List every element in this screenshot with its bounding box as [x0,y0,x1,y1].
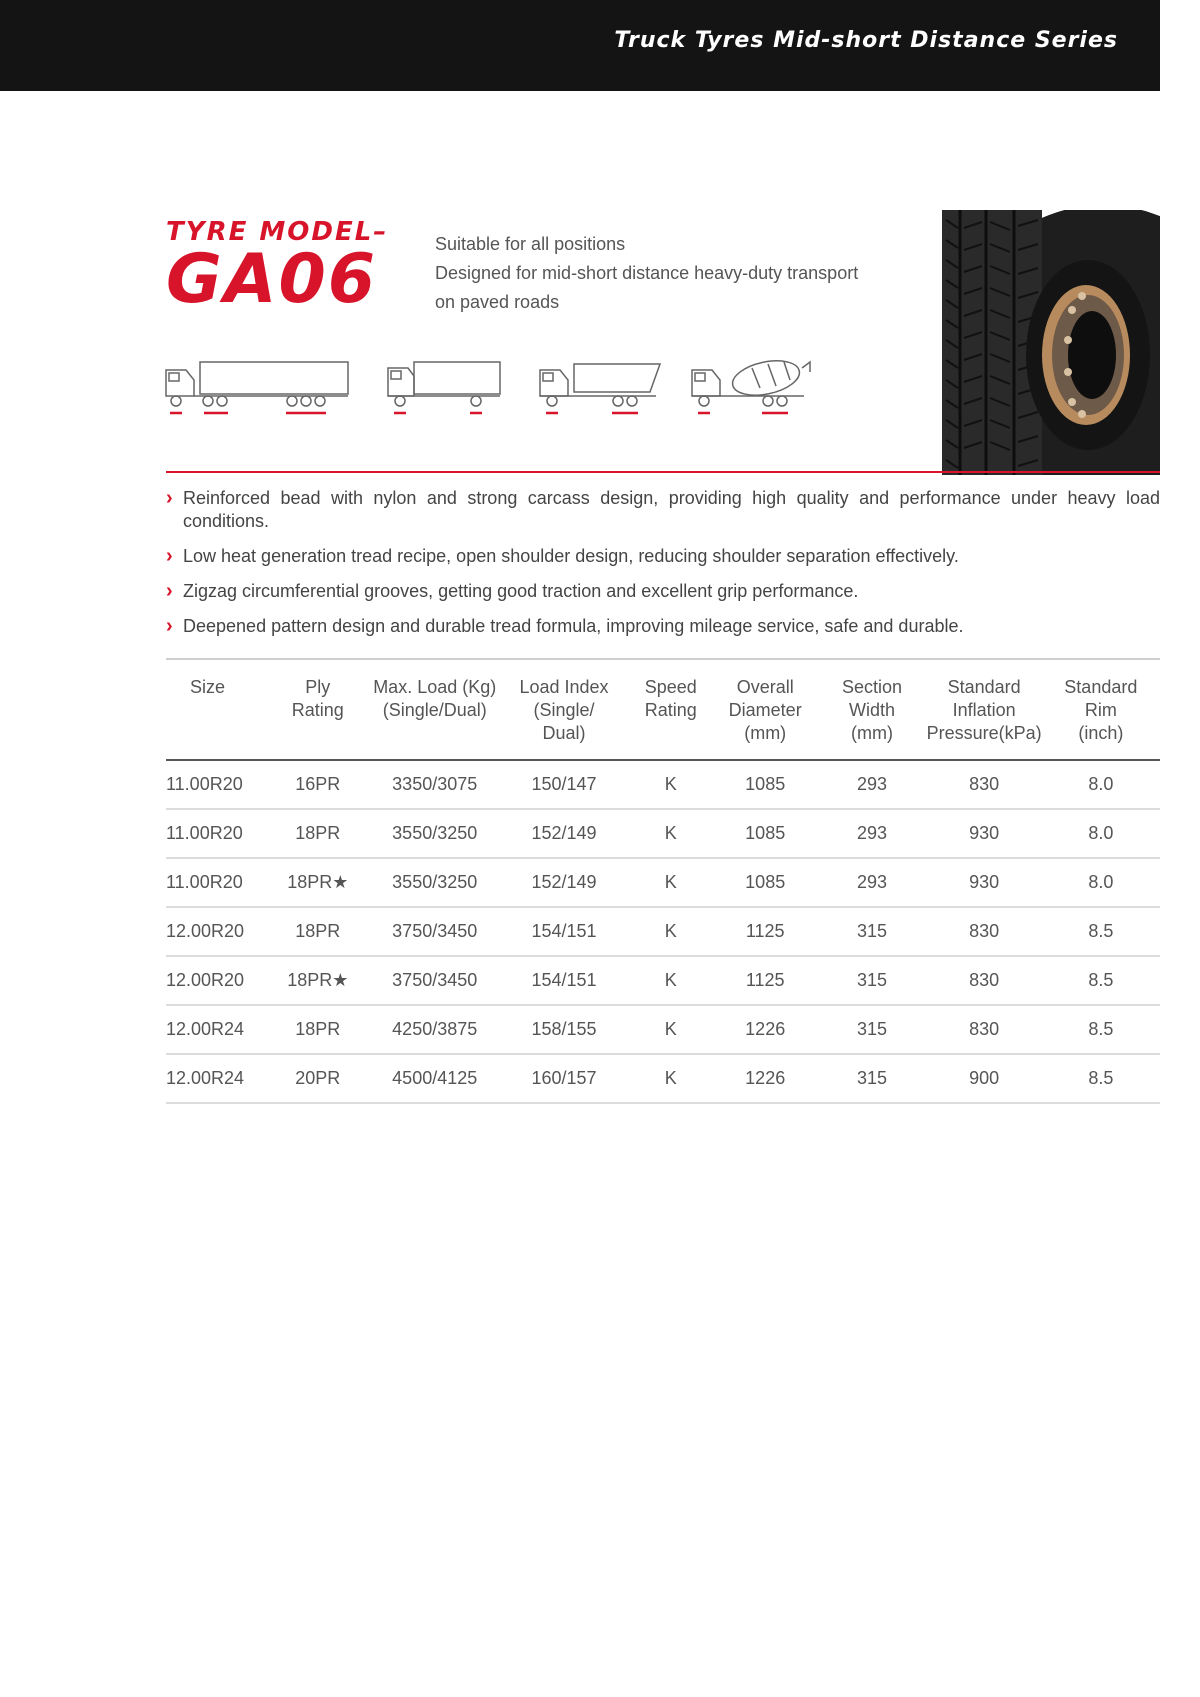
cell-overall-diameter: 1085 [713,809,817,858]
cell-load-index: 150/147 [500,760,629,809]
cell-load-index: 160/157 [500,1054,629,1103]
cell-max-load: 4500/4125 [370,1054,500,1103]
model-logo [166,217,416,319]
table-row [166,1005,1160,1054]
cell-section-width: 293 [817,858,926,907]
chevron-right-icon: › [166,615,173,637]
cell-overall-diameter: 1226 [713,1054,817,1103]
cell-section-width: 315 [817,907,926,956]
cell-speed-rating: K [628,809,712,858]
cell-standard-rim: 8.0 [1042,858,1160,907]
cell-load-index: 158/155 [500,1005,629,1054]
cell-load-index: 152/149 [500,809,629,858]
cell-load-index: 152/149 [500,858,629,907]
table-row [166,1054,1160,1103]
feature-list [166,487,1160,650]
chevron-right-icon: › [166,487,173,509]
table-row [166,907,1160,956]
cell-inflation-pressure: 930 [927,809,1042,858]
column-header-overall-diameter: Overall Diameter (mm) [728,677,802,743]
cell-size: 12.00R24 [166,1005,266,1054]
dump-truck-icon [538,358,664,416]
cell-speed-rating: K [628,760,712,809]
series-title: Truck Tyres Mid-short Distance Series [614,28,1118,53]
column-header-ply-rating: Ply Rating [291,677,344,720]
table-row [166,858,1160,907]
cell-ply-rating: 18PR★ [266,858,370,907]
cell-inflation-pressure: 900 [927,1054,1042,1103]
cell-ply-rating: 20PR [266,1054,370,1103]
model-prefix: TYRE MODEL– [166,217,389,247]
feature-text: Deepened pattern design and durable tread formula, improving mileage service, safe and durable. [183,616,964,636]
box-truck-icon [386,358,502,416]
cell-inflation-pressure: 830 [927,760,1042,809]
concrete-mixer-truck-icon [690,358,816,416]
table-row [166,809,1160,858]
cell-standard-rim: 8.0 [1042,809,1160,858]
spec-table [166,658,1160,1104]
cell-ply-rating: 18PR [266,809,370,858]
cell-inflation-pressure: 930 [927,858,1042,907]
cell-section-width: 315 [817,1054,926,1103]
cell-size: 11.00R20 [166,858,266,907]
tyre-image [938,210,1160,475]
column-header-inflation-pressure: Standard Inflation Pressure(kPa) [926,677,1042,743]
cell-size: 12.00R24 [166,1054,266,1103]
cell-speed-rating: K [628,956,712,1005]
cell-size: 12.00R20 [166,956,266,1005]
cell-overall-diameter: 1125 [713,907,817,956]
cell-max-load: 3550/3250 [370,858,500,907]
section-divider [166,471,1160,473]
header-bar [0,0,1160,91]
cell-ply-rating: 16PR [266,760,370,809]
feature-item [166,545,1160,568]
cell-overall-diameter: 1085 [713,760,817,809]
intro-line: Suitable for all positions [435,234,626,254]
cell-overall-diameter: 1125 [713,956,817,1005]
column-header-size: Size [190,677,226,697]
cell-size: 11.00R20 [166,809,266,858]
cell-section-width: 293 [817,809,926,858]
cell-overall-diameter: 1085 [713,858,817,907]
column-header-speed-rating: Speed Rating [644,677,697,720]
cell-standard-rim: 8.5 [1042,907,1160,956]
cell-max-load: 3350/3075 [370,760,500,809]
table-row [166,956,1160,1005]
feature-text: Reinforced bead with nylon and strong carcass design, providing high quality and performance under heavy load conditions. [183,488,1160,531]
intro-line: on paved roads [435,292,560,312]
cell-overall-diameter: 1226 [713,1005,817,1054]
cell-inflation-pressure: 830 [927,1005,1042,1054]
cell-load-index: 154/151 [500,956,629,1005]
column-header-load-index: Load Index (Single/ Dual) [519,677,609,743]
chevron-right-icon: › [166,545,173,567]
cell-inflation-pressure: 830 [927,956,1042,1005]
column-header-standard-rim: Standard Rim (inch) [1064,677,1138,743]
cell-standard-rim: 8.5 [1042,1054,1160,1103]
feature-item [166,487,1160,533]
cell-speed-rating: K [628,907,712,956]
cell-max-load: 3550/3250 [370,809,500,858]
intro-line: Designed for mid-short distance heavy-duty transport [435,263,859,283]
cell-standard-rim: 8.5 [1042,956,1160,1005]
model-intro [435,230,858,317]
cell-size: 12.00R20 [166,907,266,956]
cell-section-width: 293 [817,760,926,809]
feature-text: Zigzag circumferential grooves, getting good traction and excellent grip performance. [183,581,859,601]
cell-section-width: 315 [817,956,926,1005]
feature-text: Low heat generation tread recipe, open shoulder design, reducing shoulder separation effectively. [183,546,959,566]
cell-speed-rating: K [628,858,712,907]
cell-inflation-pressure: 830 [927,907,1042,956]
feature-item [166,615,1160,638]
cell-size: 11.00R20 [166,760,266,809]
table-row [166,760,1160,809]
column-header-max-load: Max. Load (Kg) (Single/Dual) [373,677,497,720]
cell-standard-rim: 8.5 [1042,1005,1160,1054]
semi-trailer-truck-icon [164,358,350,416]
cell-speed-rating: K [628,1005,712,1054]
chevron-right-icon: › [166,580,173,602]
cell-speed-rating: K [628,1054,712,1103]
cell-load-index: 154/151 [500,907,629,956]
cell-ply-rating: 18PR [266,1005,370,1054]
cell-max-load: 3750/3450 [370,956,500,1005]
cell-max-load: 3750/3450 [370,907,500,956]
cell-ply-rating: 18PR★ [266,956,370,1005]
cell-ply-rating: 18PR [266,907,370,956]
cell-standard-rim: 8.0 [1042,760,1160,809]
feature-item [166,580,1160,603]
model-name: GA06 [166,240,378,319]
cell-max-load: 4250/3875 [370,1005,500,1054]
column-header-section-width: Section Width (mm) [842,677,903,743]
cell-section-width: 315 [817,1005,926,1054]
table-header-row [166,659,1160,760]
